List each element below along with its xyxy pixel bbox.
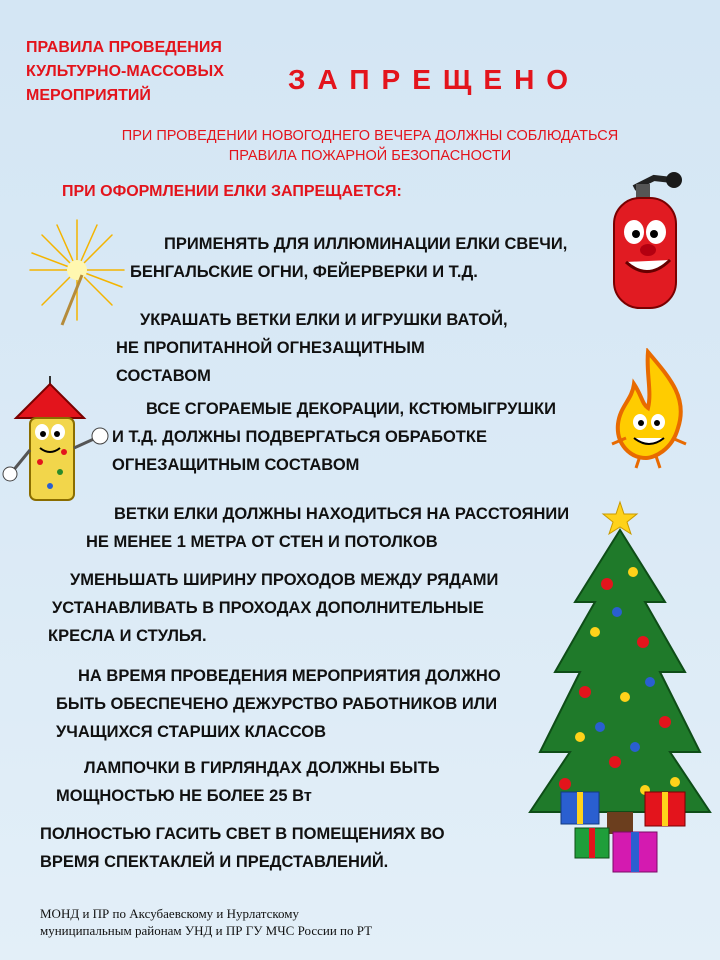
rule-line: И Т.Д. ДОЛЖНЫ ПОДВЕРГАТЬСЯ ОБРАБОТКЕ	[112, 428, 487, 446]
rules-title-line: КУЛЬТУРНО-МАССОВЫХ	[26, 63, 224, 80]
rule-line: МОЩНОСТЬЮ НЕ БОЛЕЕ 25 Вт	[56, 787, 312, 805]
subtitle	[60, 126, 680, 166]
rule-line: ВЕТКИ ЕЛКИ ДОЛЖНЫ НАХОДИТЬСЯ НА РАССТОЯНИИ	[114, 505, 570, 523]
rule-5	[48, 566, 498, 650]
rule-3	[112, 395, 556, 479]
rule-7	[56, 754, 440, 810]
fire-extinguisher-mascot-icon	[604, 170, 696, 315]
rule-line: УКРАШАТЬ ВЕТКИ ЕЛКИ И ИГРУШКИ ВАТОЙ,	[140, 311, 508, 329]
flame-mascot-icon	[608, 348, 690, 470]
firecracker-mascot-icon	[0, 372, 120, 512]
section-title: ПРИ ОФОРМЛЕНИИ ЕЛКИ ЗАПРЕЩАЕТСЯ:	[62, 183, 402, 200]
rule-line: БЫТЬ ОБЕСПЕЧЕНО ДЕЖУРСТВО РАБОТНИКОВ ИЛИ	[56, 695, 498, 713]
rule-line: КРЕСЛА И СТУЛЬЯ.	[48, 627, 207, 645]
footer	[40, 905, 372, 939]
christmas-tree-icon	[525, 492, 715, 882]
rule-line: БЕНГАЛЬСКИЕ ОГНИ, ФЕЙЕРВЕРКИ И Т.Д.	[130, 263, 478, 281]
subtitle-line: ПРАВИЛА ПОЖАРНОЙ БЕЗОПАСНОСТИ	[228, 148, 512, 164]
rule-line: СОСТАВОМ	[116, 367, 211, 385]
footer-line: МОНД и ПР по Аксубаевскому и Нурлатскому	[40, 906, 300, 921]
rule-6	[56, 662, 501, 746]
rules-title-line: ПРАВИЛА ПРОВЕДЕНИЯ	[26, 39, 222, 56]
sparkler-icon	[22, 215, 132, 335]
forbidden-heading: ЗАПРЕЩЕНО	[288, 64, 581, 95]
rules-title	[26, 36, 224, 108]
rule-line: ПРИМЕНЯТЬ ДЛЯ ИЛЛЮМИНАЦИИ ЕЛКИ СВЕЧИ,	[164, 235, 568, 253]
rule-line: ЛАМПОЧКИ В ГИРЛЯНДАХ ДОЛЖНЫ БЫТЬ	[84, 759, 440, 777]
rule-4	[86, 500, 569, 556]
rule-line: ВРЕМЯ СПЕКТАКЛЕЙ И ПРЕДСТАВЛЕНИЙ.	[40, 853, 389, 871]
rule-line: НЕ МЕНЕЕ 1 МЕТРА ОТ СТЕН И ПОТОЛКОВ	[86, 533, 438, 551]
subtitle-line: ПРИ ПРОВЕДЕНИИ НОВОГОДНЕГО ВЕЧЕРА ДОЛЖНЫ СОБЛЮДАТЬСЯ	[121, 128, 619, 144]
rule-1	[130, 230, 567, 286]
rules-title-line: МЕРОПРИЯТИЙ	[26, 87, 151, 104]
rule-line: УМЕНЬШАТЬ ШИРИНУ ПРОХОДОВ МЕЖДУ РЯДАМИ	[70, 571, 499, 589]
rule-line: УЧАЩИХСЯ СТАРШИХ КЛАССОВ	[56, 723, 327, 741]
rule-line: ОГНЕЗАЩИТНЫМ СОСТАВОМ	[112, 456, 360, 474]
rule-line: НА ВРЕМЯ ПРОВЕДЕНИЯ МЕРОПРИЯТИЯ ДОЛЖНО	[78, 667, 501, 685]
rule-line: НЕ ПРОПИТАННОЙ ОГНЕЗАЩИТНЫМ	[116, 339, 425, 357]
rule-line: ПОЛНОСТЬЮ ГАСИТЬ СВЕТ В ПОМЕЩЕНИЯХ ВО	[40, 825, 445, 843]
rule-2	[116, 306, 508, 390]
footer-line: муниципальным районам УНД и ПР ГУ МЧС России по РТ	[40, 923, 373, 938]
rule-line: УСТАНАВЛИВАТЬ В ПРОХОДАХ ДОПОЛНИТЕЛЬНЫЕ	[52, 599, 484, 617]
rule-line: ВСЕ СГОРАЕМЫЕ ДЕКОРАЦИИ, КСТЮМЫГРУШКИ	[146, 400, 556, 418]
rule-8	[40, 820, 445, 876]
